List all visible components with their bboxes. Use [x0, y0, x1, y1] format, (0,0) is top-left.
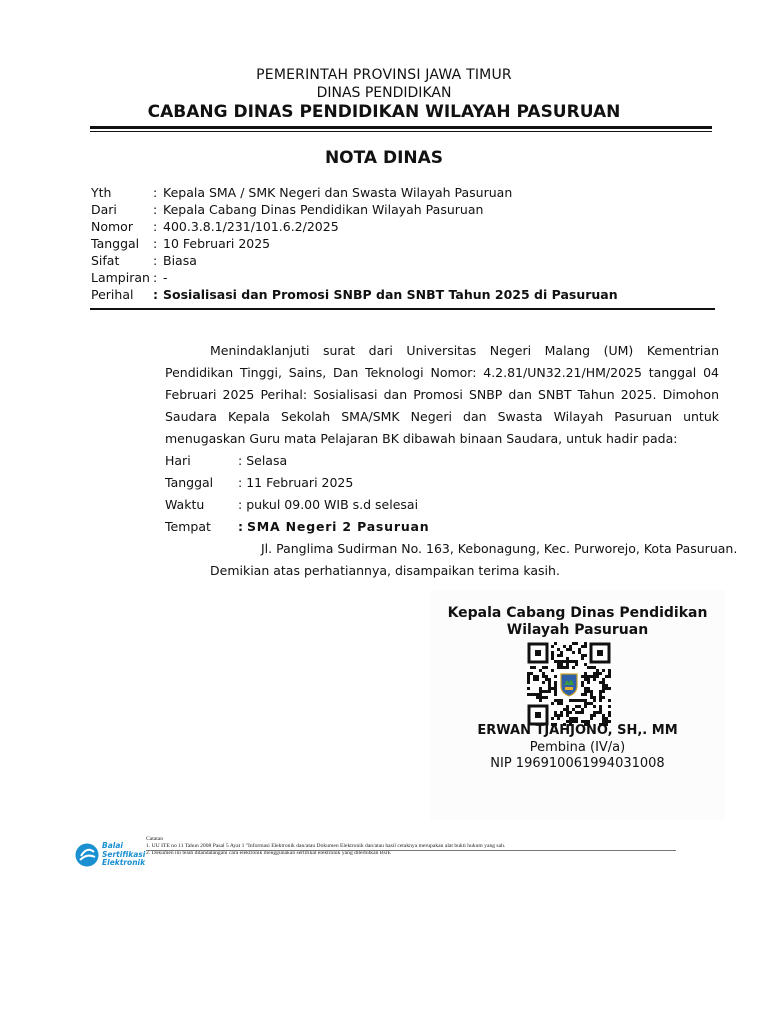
meta-value: 10 Februari 2025	[163, 236, 271, 251]
meta-row-sifat	[91, 252, 618, 269]
bsre-logo-text	[102, 842, 145, 868]
meta-row-tanggal	[91, 235, 618, 252]
meta-value: 400.3.8.1/231/101.6.2/2025	[163, 219, 339, 234]
qr-code-graphic	[527, 642, 611, 726]
meta-separator: :	[153, 219, 158, 234]
meta-row-nomor	[91, 218, 618, 235]
signatory-name: ERWAN TJAHJONO, SH,. MM	[477, 723, 678, 738]
event-key: Waktu	[165, 497, 205, 512]
meta-key: Yth	[91, 185, 112, 200]
meta-key: Dari	[91, 202, 117, 217]
event-row-date	[165, 472, 719, 494]
meta-key: Perihal	[91, 287, 134, 302]
meta-value: Kepala SMA / SMK Negeri dan Swasta Wilayah Pasuruan	[163, 185, 513, 200]
event-value: 11 Februari 2025	[246, 475, 354, 490]
east-java-emblem-icon	[559, 672, 579, 696]
header-government: PEMERINTAH PROVINSI JAWA TIMUR	[256, 67, 512, 83]
meta-key: Nomor	[91, 219, 133, 234]
memo-metadata	[91, 184, 618, 303]
memo-body	[165, 340, 738, 582]
note-item: 1. UU ITE no 11 Tahun 2008 Pasal 5 Ayat 1 "Informasi Elektronik dan/atau Dokumen Elektronik dan/atau hasil cetaknya merupakan alat bukti hukum yang sah.	[146, 843, 506, 849]
bsre-text-line: Elektronik	[102, 858, 146, 867]
meta-value: Kepala Cabang Dinas Pendidikan Wilayah Pasuruan	[163, 202, 484, 217]
signatory-rank: Pembina (IV/a)	[529, 740, 626, 755]
footer-notes	[146, 836, 505, 857]
signature-block	[430, 590, 725, 820]
bsre-logo-icon	[74, 842, 100, 868]
signatory-title	[430, 605, 725, 639]
header-department: DINAS PENDIDIKAN	[316, 85, 452, 101]
bsre-text-line: Sertifikasi	[102, 849, 146, 859]
meta-separator: :	[153, 270, 158, 285]
meta-separator: :	[153, 236, 158, 251]
document-title: NOTA DINAS	[324, 148, 444, 168]
meta-row-lampiran	[91, 269, 618, 286]
meta-row-perihal	[91, 286, 618, 303]
letterhead-rule-thin	[90, 131, 712, 132]
note-item: 2. Dokumen ini telah ditandatangani cara elektronik menggunakan sertifikat elektronik yang diterbitkan BsrE	[146, 850, 391, 856]
event-separator: :	[238, 519, 243, 534]
closing-sentence: Demikian atas perhatiannya, disampaikan terima kasih.	[210, 563, 560, 578]
body-paragraph: Menindaklanjuti surat dari Universitas Negeri Malang (UM) Kementrian Pendidikan Tinggi, Sains, Dan Teknologi Nomor: 4.2.81/UN32.21/HM/2025 tanggal 04 Februari 2025 Perihal: Sosialisasi dan Promosi SNBP dan SNBT Tahun 2025. Dimohon Saudara Kepala Sekolah SMA/SMK Negeri dan Swasta Wilayah Pasuruan untuk menugaskan Guru mata Pelajaran BK dibawah binaan Saudara, untuk hadir pada:	[165, 343, 719, 446]
meta-key: Tanggal	[91, 236, 140, 251]
event-row-place	[165, 516, 719, 538]
footer	[74, 836, 704, 876]
signatory-title-line1: Kepala Cabang Dinas Pendidikan	[447, 605, 708, 621]
signatory-title-line2: Wilayah Pasuruan	[506, 622, 649, 638]
event-address: Jl. Panglima Sudirman No. 163, Kebonagung, Kec. Purworejo, Kota Pasuruan.	[261, 541, 738, 556]
bsre-text-line: Balai	[102, 841, 123, 850]
meta-row-yth	[91, 184, 618, 201]
meta-separator: :	[153, 253, 158, 268]
meta-value-subject: Sosialisasi dan Promosi SNBP dan SNBT Tahun 2025 di Pasuruan	[163, 287, 618, 302]
meta-separator: :	[153, 185, 158, 200]
event-row-day	[165, 450, 719, 472]
footer-notes-rule	[146, 850, 676, 851]
meta-value: Biasa	[163, 253, 197, 268]
event-separator: :	[238, 497, 243, 512]
meta-value: -	[163, 270, 168, 285]
event-key: Tempat	[165, 519, 211, 534]
meta-separator: :	[153, 202, 158, 217]
qr-code	[527, 642, 611, 726]
signatory-nip: NIP 196910061994031008	[490, 756, 665, 771]
event-separator: :	[238, 453, 243, 468]
event-row-time	[165, 494, 719, 516]
event-key: Tanggal	[165, 475, 214, 490]
event-value: pukul 09.00 WIB s.d selesai	[246, 497, 419, 512]
meta-row-dari	[91, 201, 618, 218]
meta-key: Sifat	[91, 253, 120, 268]
event-value: Selasa	[246, 453, 288, 468]
event-separator: :	[238, 475, 243, 490]
event-key: Hari	[165, 453, 191, 468]
header-branch-office: CABANG DINAS PENDIDIKAN WILAYAH PASURUAN	[147, 102, 621, 122]
event-venue: SMA Negeri 2 Pasuruan	[246, 519, 430, 534]
meta-key: Lampiran	[91, 270, 150, 285]
notes-heading: Catatan	[146, 836, 164, 842]
metadata-divider	[90, 308, 715, 310]
letterhead-rule-thick	[90, 126, 712, 129]
meta-separator: :	[153, 287, 158, 302]
